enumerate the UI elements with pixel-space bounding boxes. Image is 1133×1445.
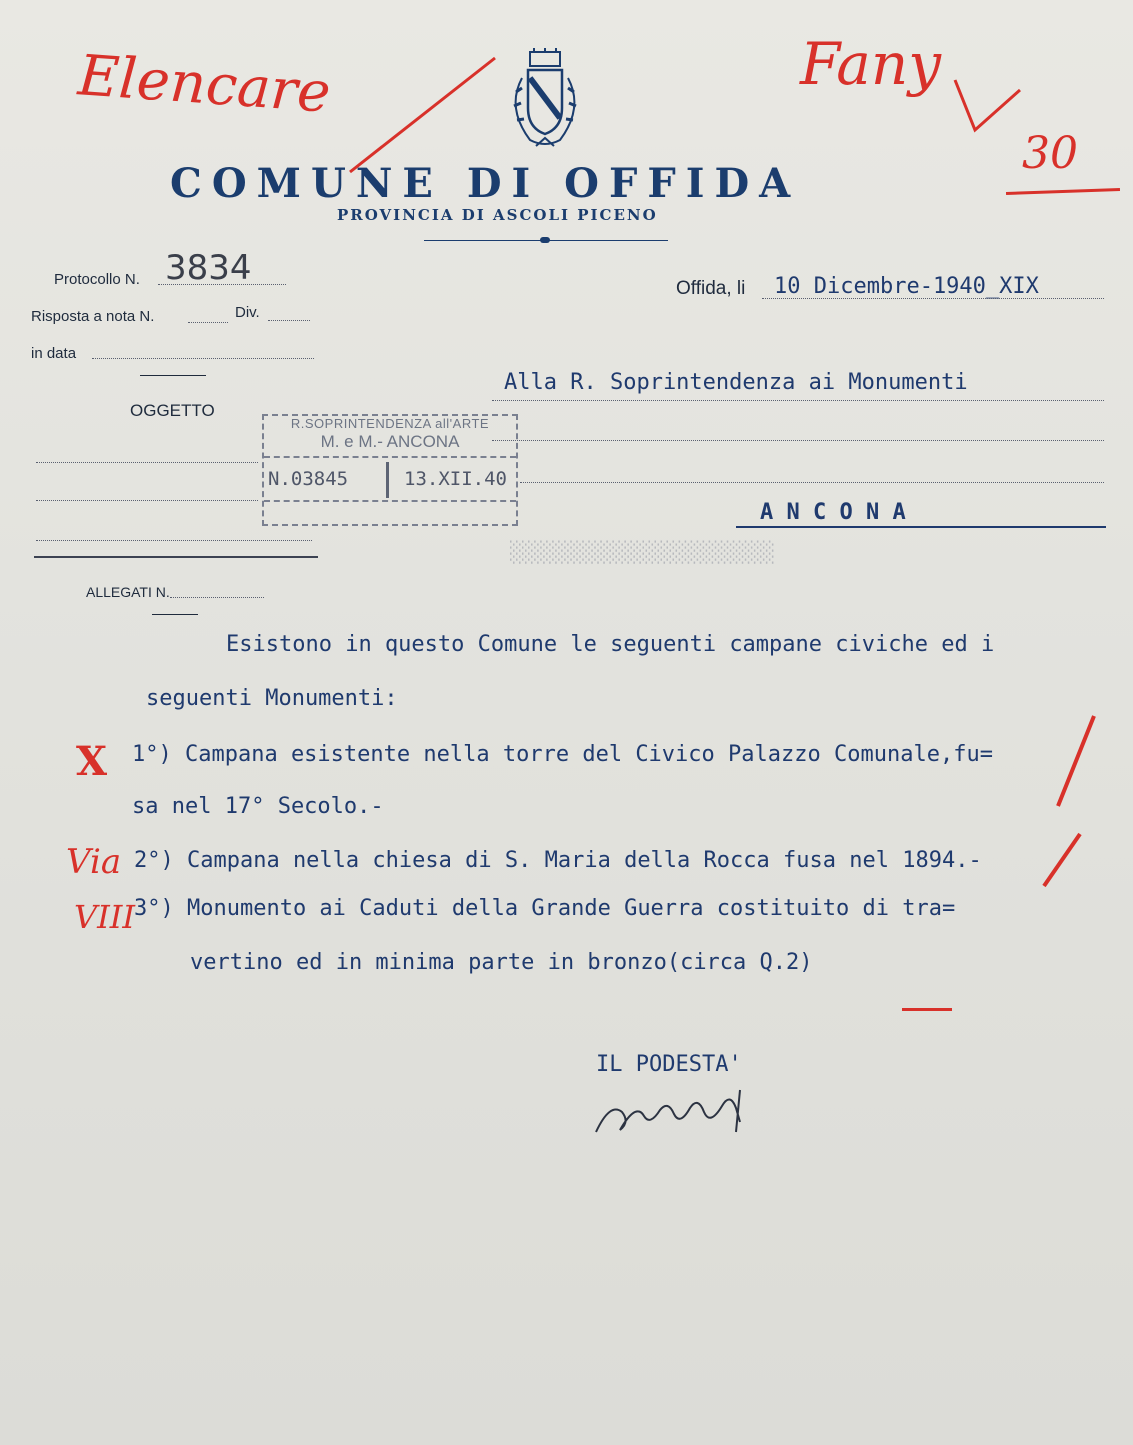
signatory-title: IL PODESTA' bbox=[596, 1052, 742, 1077]
body-item-3-line-1: 3°) Monumento ai Caduti della Grande Guerra costituito di tra= bbox=[134, 896, 956, 921]
stamp-office-line: R.SOPRINTENDENZA all'ARTE bbox=[290, 416, 490, 431]
oggetto-line-1 bbox=[36, 462, 258, 463]
recipient-underline bbox=[736, 526, 1106, 528]
annotation-elencare: Elencare bbox=[76, 43, 333, 126]
recipient-dotted-line-1 bbox=[492, 400, 1104, 401]
stamp-city-line: M. e M.- ANCONA bbox=[320, 432, 460, 451]
oggetto-label: OGGETTO bbox=[130, 401, 215, 420]
recipient-dotted-line-2 bbox=[492, 440, 1104, 441]
body-item-3-line-2: vertino ed in minima parte in bronzo(circa Q.2) bbox=[190, 950, 813, 975]
protocollo-label: Protocollo N. bbox=[54, 271, 140, 288]
in-data-dotted-line bbox=[92, 358, 314, 359]
risposta-label: Risposta a nota N. bbox=[31, 308, 155, 325]
letterhead-subtitle: PROVINCIA DI ASCOLI PICENO bbox=[337, 206, 658, 224]
annotation-initials: Fany bbox=[800, 30, 942, 98]
red-underline bbox=[1006, 188, 1120, 195]
show-through-text: ░░░░░░░░░░░░░░░░░░░░░░ bbox=[510, 540, 775, 564]
oggetto-rule bbox=[34, 556, 318, 558]
stamp-date: 13.XII.40 bbox=[404, 468, 507, 490]
body-item-1-line-1: 1°) Campana esistente nella torre del Civico Palazzo Comunale,fu= bbox=[132, 742, 993, 767]
handwritten-signature bbox=[590, 1082, 760, 1142]
coat-of-arms-emblem bbox=[500, 48, 590, 156]
body-intro-line-2: seguenti Monumenti: bbox=[146, 686, 398, 711]
red-margin-strokes bbox=[1040, 710, 1110, 900]
letterhead-title: COMUNE DI OFFIDA bbox=[170, 160, 801, 207]
date-place: Offida, li bbox=[676, 278, 746, 299]
letter-date: 10 Dicembre-1940_XIX bbox=[774, 274, 1039, 299]
body-intro-line-1: Esistono in questo Comune le seguenti campane civiche ed i bbox=[226, 632, 995, 657]
date-dotted-line bbox=[762, 298, 1104, 299]
received-stamp bbox=[262, 414, 518, 526]
in-data-label: in data bbox=[31, 345, 77, 362]
allegati-rule bbox=[152, 614, 198, 615]
stamp-bottom-divider bbox=[264, 500, 516, 502]
risposta-dotted-line bbox=[188, 322, 228, 323]
annotation-number: 30 bbox=[1022, 128, 1078, 179]
letterhead-ornament bbox=[540, 237, 550, 243]
recipient-city: A N C O N A bbox=[760, 500, 906, 525]
red-check-stroke bbox=[950, 60, 1030, 140]
small-rule bbox=[140, 375, 206, 376]
div-dotted-line bbox=[268, 320, 310, 321]
red-viii-mark: VIII bbox=[74, 898, 136, 936]
body-item-2: 2°) Campana nella chiesa di S. Maria della Rocca fusa nel 1894.- bbox=[134, 848, 982, 873]
stamp-divider bbox=[264, 456, 516, 458]
recipient-dotted-line-3 bbox=[520, 482, 1104, 483]
red-cross-mark: X bbox=[76, 738, 108, 785]
oggetto-line-3 bbox=[36, 540, 312, 541]
oggetto-line-2 bbox=[36, 500, 258, 501]
allegati-dotted-line bbox=[170, 597, 264, 598]
red-dash-mark bbox=[902, 1008, 952, 1011]
body-item-1-line-2: sa nel 17° Secolo.- bbox=[132, 794, 384, 819]
allegati-label: ALLEGATI N. bbox=[86, 584, 170, 600]
recipient-office: Alla R. Soprintendenza ai Monumenti bbox=[504, 370, 968, 395]
red-via-mark: Via bbox=[66, 842, 122, 882]
stamp-number: N.03845 bbox=[268, 468, 349, 490]
div-label: Div. bbox=[235, 304, 260, 321]
protocollo-handwritten-value: 3834 bbox=[165, 248, 252, 288]
stamp-vertical-divider bbox=[386, 462, 389, 498]
